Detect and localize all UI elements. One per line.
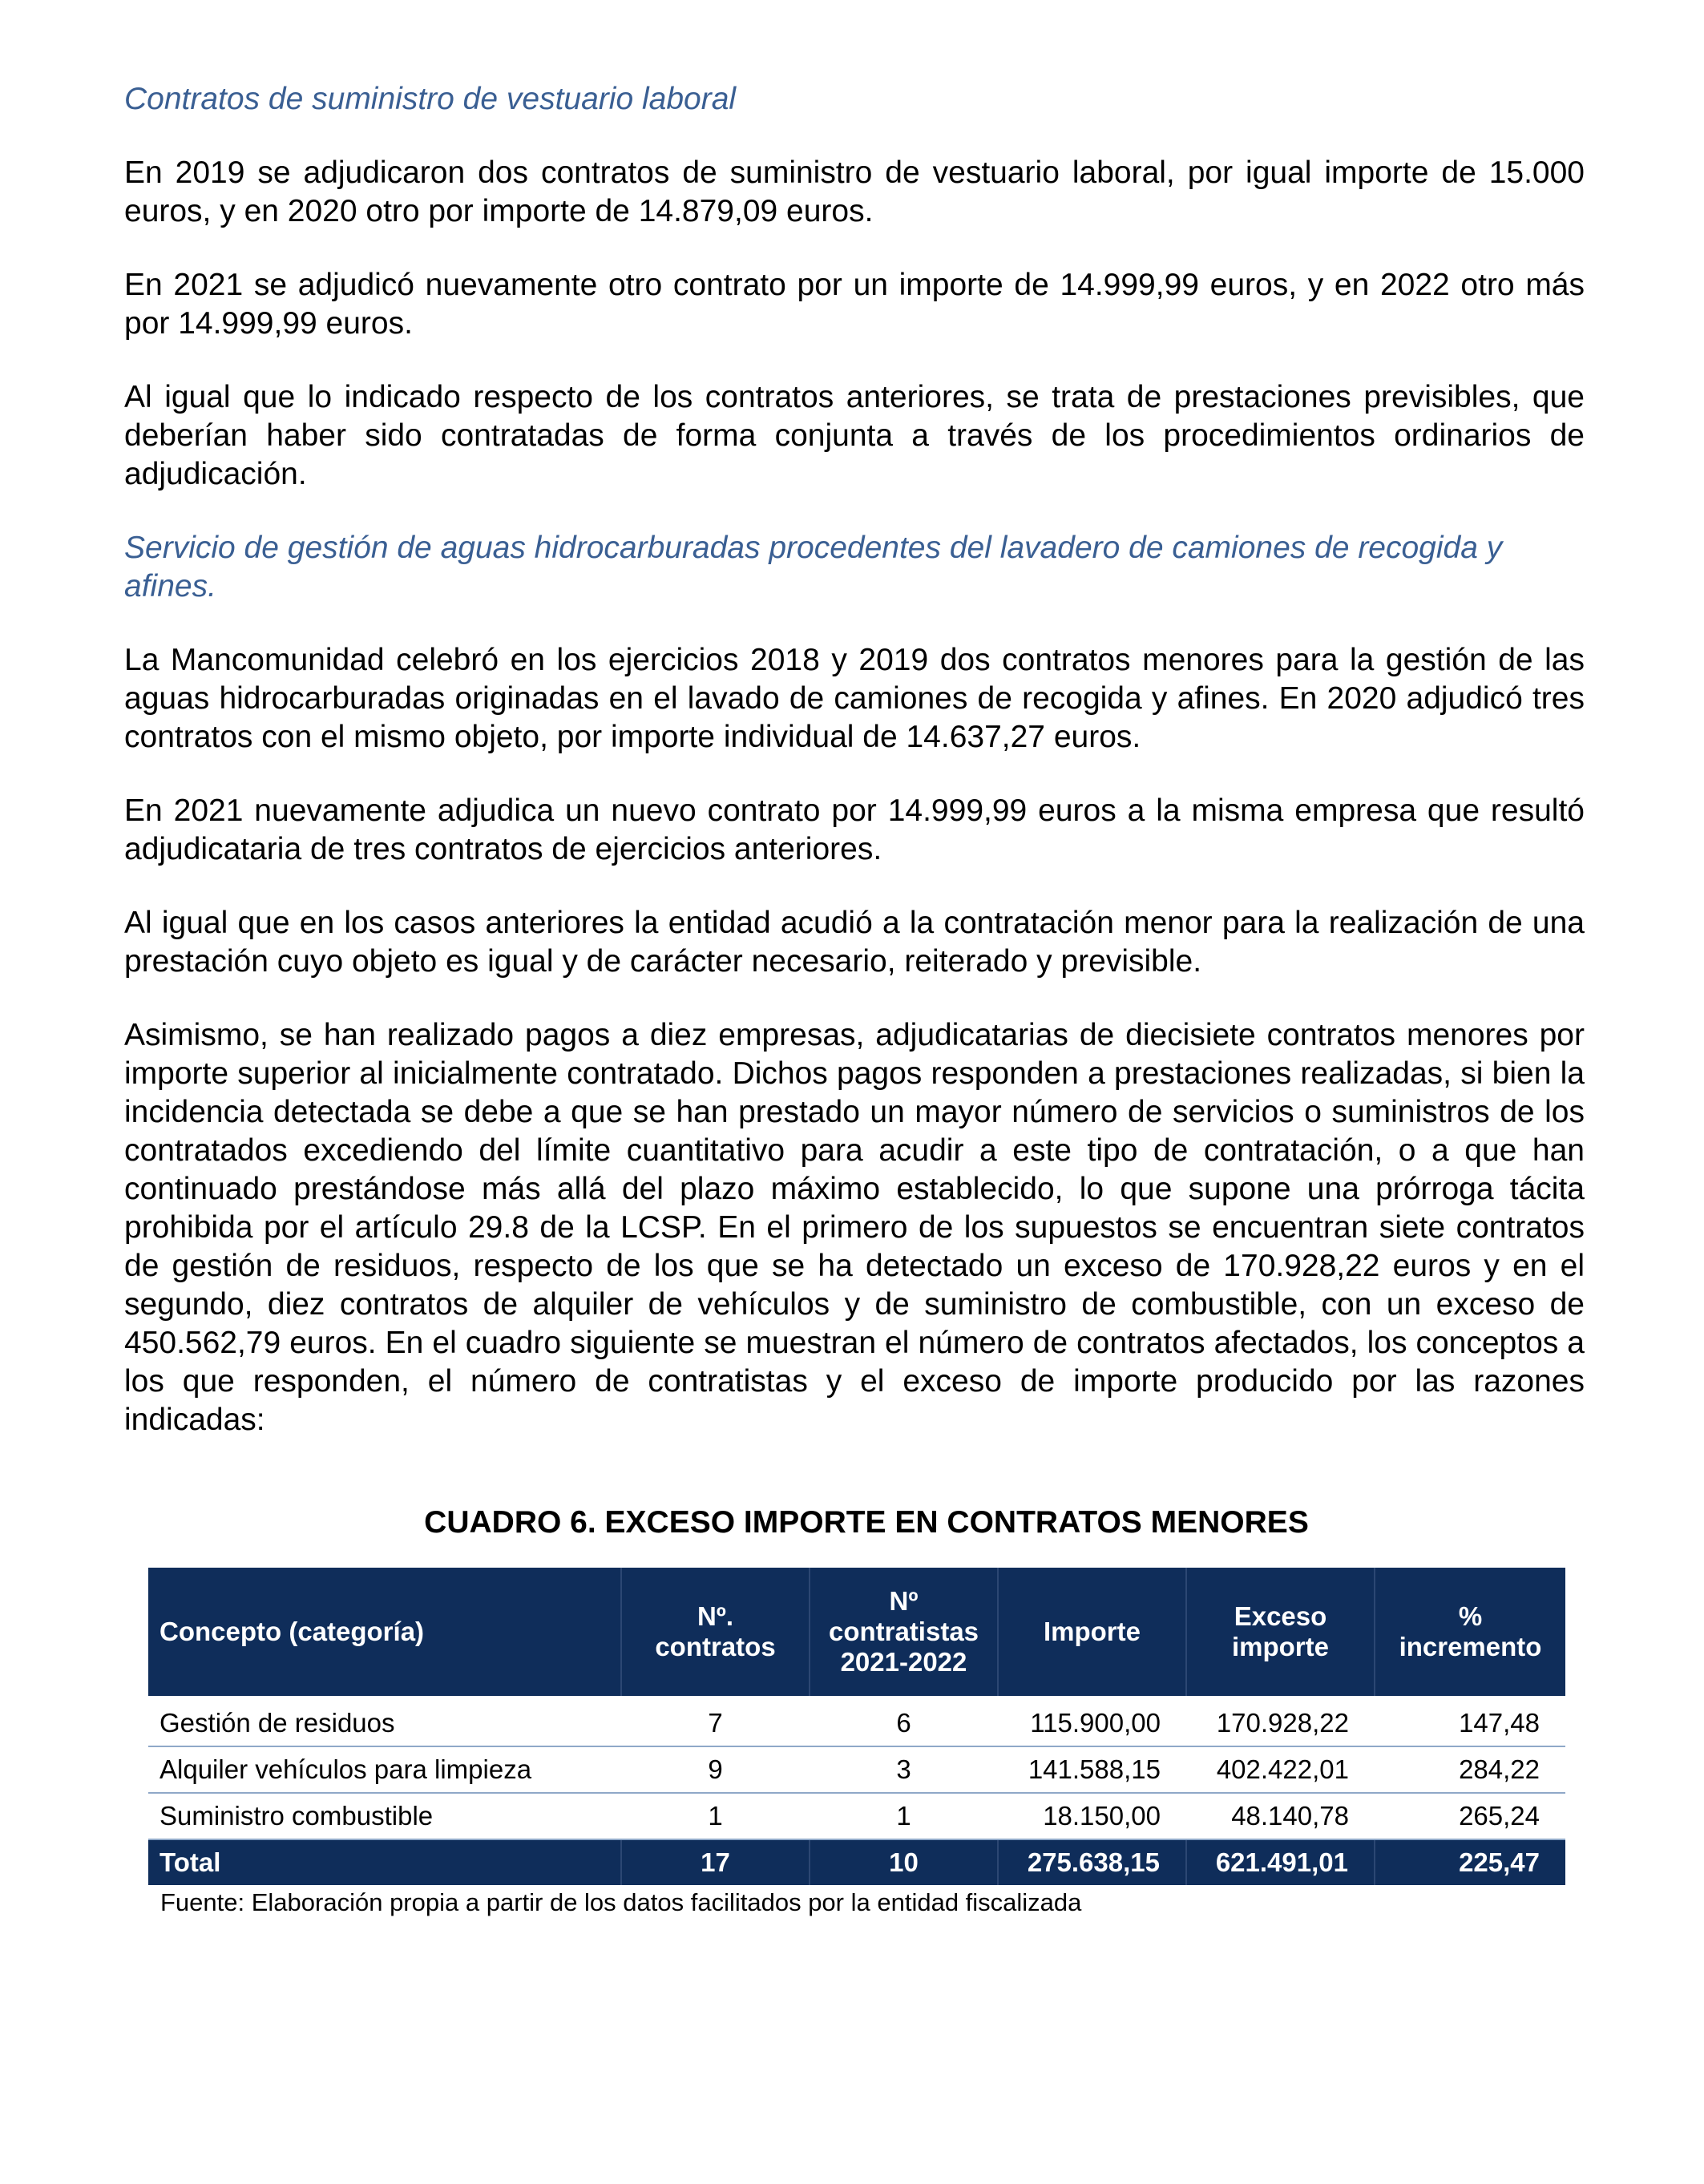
table-header-row xyxy=(148,1568,1565,1696)
paragraph: En 2019 se adjudicaron dos contratos de suministro de vestuario laboral, por igual importe de 15.000 euros, y en 2020 otro por importe de 14.879,09 euros. xyxy=(124,155,1585,228)
cell-contratos: 7 xyxy=(621,1696,810,1746)
header-concepto: Concepto (categoría) xyxy=(148,1568,621,1696)
cell-contratistas: 3 xyxy=(810,1746,998,1793)
cell-exceso: 48.140,78 xyxy=(1186,1793,1375,1839)
cell-incremento: 284,22 xyxy=(1375,1746,1565,1793)
cell-exceso: 402.422,01 xyxy=(1186,1746,1375,1793)
cell-importe: 18.150,00 xyxy=(998,1793,1186,1839)
paragraph: En 2021 nuevamente adjudica un nuevo contrato por 14.999,99 euros a la misma empresa que resultó adjudicataria de tres contratos de ejercicios anteriores. xyxy=(124,793,1585,866)
header-incremento: % incremento xyxy=(1375,1568,1565,1696)
cell-importe: 115.900,00 xyxy=(998,1696,1186,1746)
cell-concepto: Suministro combustible xyxy=(148,1793,621,1839)
table-total-row xyxy=(148,1839,1565,1885)
paragraph: La Mancomunidad celebró en los ejercicios 2018 y 2019 dos contratos menores para la gestión de las aguas hidrocarburadas originadas en el lavado de camiones de recogida y afines. En 2020 adjudicó tres contratos con el mismo objeto, por importe individual de 14.637,27 euros. xyxy=(124,643,1585,754)
total-contratos: 17 xyxy=(621,1839,810,1885)
header-importe: Importe xyxy=(998,1568,1186,1696)
cell-exceso: 170.928,22 xyxy=(1186,1696,1375,1746)
header-exceso: Exceso importe xyxy=(1186,1568,1375,1696)
cell-concepto: Gestión de residuos xyxy=(148,1696,621,1746)
header-contratistas: Nº contratistas 2021-2022 xyxy=(810,1568,998,1696)
table-row xyxy=(148,1696,1565,1746)
paragraph: En 2021 se adjudicó nuevamente otro contrato por un importe de 14.999,99 euros, y en 2022 otro más por 14.999,99 euros. xyxy=(124,268,1585,341)
total-exceso: 621.491,01 xyxy=(1186,1839,1375,1885)
paragraph: Al igual que lo indicado respecto de los contratos anteriores, se trata de prestaciones previsibles, que deberían haber sido contratadas de forma conjunta a través de los procedimientos ordinarios de adjudicación. xyxy=(124,380,1585,491)
cell-incremento: 265,24 xyxy=(1375,1793,1565,1839)
total-importe: 275.638,15 xyxy=(998,1839,1186,1885)
cell-contratos: 9 xyxy=(621,1746,810,1793)
total-concepto: Total xyxy=(148,1839,621,1885)
total-contratistas: 10 xyxy=(810,1839,998,1885)
cell-concepto: Alquiler vehículos para limpieza xyxy=(148,1746,621,1793)
cell-contratos: 1 xyxy=(621,1793,810,1839)
table-source-note: Fuente: Elaboración propia a partir de los datos facilitados por la entidad fiscalizada xyxy=(160,1888,1082,1916)
cell-contratistas: 6 xyxy=(810,1696,998,1746)
excess-table xyxy=(148,1568,1565,1885)
page-content xyxy=(124,80,1585,1917)
cell-importe: 141.588,15 xyxy=(998,1746,1186,1793)
table-row xyxy=(148,1793,1565,1839)
total-incremento: 225,47 xyxy=(1375,1839,1565,1885)
section-heading-vestuario: Contratos de suministro de vestuario laboral xyxy=(124,82,737,116)
paragraph: Asimismo, se han realizado pagos a diez empresas, adjudicatarias de diecisiete contratos menores por importe superior al inicialmente contratado. Dichos pagos responden a prestaciones realizadas, si bien la incidencia detectada se debe a que se han prestado un mayor número de servicios o suministros de los contratados excediendo del límite cuantitativo para acudir a este tipo de contratación, o a que han continuado prestándose más allá del plazo máximo establecido, lo que supone una prórroga tácita prohibida por el artículo 29.8 de la LCSP. En el primero de los supuestos se encuentran siete contratos de gestión de residuos, respecto de los que se ha detectado un exceso de 170.928,22 euros y en el segundo, diez contratos de alquiler de vehículos y de suministro de combustible, con un exceso de 450.562,79 euros. En el cuadro siguiente se muestran el número de contratos afectados, los conceptos a los que responden, el número de contratistas y el exceso de importe producido por las razones indicadas: xyxy=(124,1018,1585,1437)
table-title: CUADRO 6. EXCESO IMPORTE EN CONTRATOS MENORES xyxy=(424,1505,1309,1540)
paragraph: Al igual que en los casos anteriores la entidad acudió a la contratación menor para la realización de una prestación cuyo objeto es igual y de carácter necesario, reiterado y previsible. xyxy=(124,906,1585,979)
section-heading-aguas: Servicio de gestión de aguas hidrocarburadas procedentes del lavadero de camiones de recogida y afines. xyxy=(124,531,1503,604)
cell-incremento: 147,48 xyxy=(1375,1696,1565,1746)
cell-contratistas: 1 xyxy=(810,1793,998,1839)
header-contratos: Nº. contratos xyxy=(621,1568,810,1696)
table-row xyxy=(148,1746,1565,1793)
